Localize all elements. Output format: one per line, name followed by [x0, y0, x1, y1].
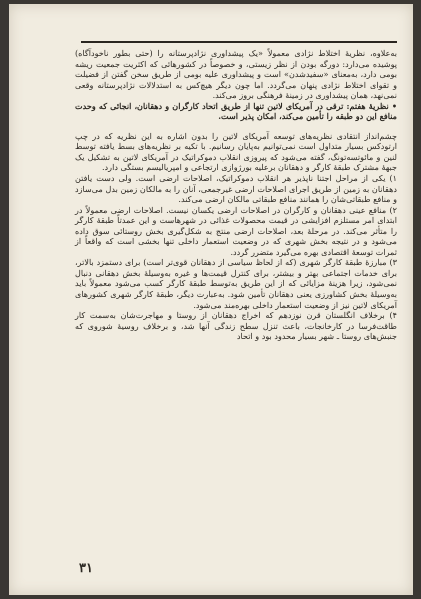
numbered-point-4: ۴) برخلاف انگلستان قرن نوزدهم که اخراج دهقانان از روستا و مهاجرت‌شان به‌سمت کار طاقت‌فرسا در کارخانجات، باعث تنزل سطح زندگی آنها شد، و برخلاف روسیهٔ شوروی که جنبش‌های روستا ـ شهر بسیار محدود بود و اتحاد	[75, 310, 397, 342]
numbered-point-2: ۲) منافع عینی دهقانان و کارگران در اصلاحات ارضی یکسان نیست. اصلاحات ارضی معمولاً در ابتدای امر مستلزم افزایشی در قیمت محصولات غذائی در شهرهاست و این عمدتاً طبقهٔ کارگر را متأثر می‌کند. در مرحلهٔ بعد، اصلاحات ارضی منتج به شکل‌گیری بخش روستائی سوق داده می‌شود و در نتیجه بخش شهری که در وضعیت استعمار داخلی تنها بخشی است که واقعاً از ثمرات توسعهٔ اقتصادی بهره می‌گیرد متضرر گردد.	[75, 204, 397, 257]
numbered-point-3: ۳) مبارزهٔ طبقهٔ کارگر شهری (که از لحاظ سیاسی از دهقانان قوی‌تر است) برای دستمزد بالاتر، برای خدمات اجتماعی بهتر و بیشتر، برای کنترل قیمت‌ها و غیره به‌وسیلهٔ بخش دهقانی دنبال نمی‌شود، زیرا هزینهٔ مزایائی که از این طریق به‌توسط طبقهٔ کارگر کسب می‌شود معمولاً باید به‌وسیلهٔ بخش کشاورزی یعنی دهقانان تأمین شود. به‌عبارت دیگر، طبقهٔ کارگر شهری کشورهای آمریکای لاتین نیز از وضعیت استعمار داخلی بهره‌مند می‌شود.	[75, 257, 397, 310]
header-rule	[81, 41, 397, 43]
paragraph-intro: به‌علاوه، نظریهٔ اختلاط نژادی معمولاً «یک پیشداوری نژادپرستانه را (حتی بطور ناخودآگاه) پوشیده می‌دارد: دورگه بودن از نظر زیستی، و خصوصاً در کشورهائی که اکثریت جمعیت ریشه بومی دارد، به‌معنای «سفیدشدن» است و پیشداوری علیه بومی از طریق سخن گفتن از فضیلت و تقوای اختلاط نژادی پنهان می‌گردد. اما چون دیگر هیچ‌کس به استدلالات نژادپرستانه وقعی نمی‌نهد، همان پیشداوری در زمینهٔ فرهنگی بروز می‌کند.	[75, 48, 397, 101]
numbered-point-1: ۱) یکی از مراحل اجتنا ناپذیر هر انقلاب دموکراتیک، اصلاحات ارضی است. ولی دست یافتن دهقانان به زمین از طریق اجرای اصلاحات ارضی غیرجمعی، آنان را به مالکان زمین بدل می‌سازد و منافع طبقاتی‌شان را همانند منافع طبقاتی مالکان ارضی می‌کند.	[75, 173, 397, 205]
thesis-seven-heading: • نظریهٔ هفتم: ترقی در آمریکای لاتین تنها از طریق اتحاد کارگران و دهقانان، انجائی که وحدت منافع این دو طبقه را تأمین می‌کند، امکان پذیر است.	[75, 100, 397, 122]
page-number: ۳۱	[79, 561, 93, 576]
body-text	[75, 48, 397, 342]
paragraph-perspective: چشم‌انداز انتقادی نظریه‌های توسعه آمریکای لاتین را بدون اشاره به این نظریه که در چپ ارتودکس بسیار متداول است نمی‌توانیم به‌پایان رسانیم. با تکیه بر نظریه‌های بسط یافته توسط لنین و مائوتسه‌تونگ، گفته می‌شود که پیروزی انقلاب دموکراتیک در آمریکای لاتین به تشکیل یک جبههٔ مشترک طبقهٔ کارگر و دهقانان برعلیه بورژوازی ارتجاعی و امپریالیسم بستگی دارد.	[75, 130, 397, 173]
document-page	[9, 4, 413, 595]
